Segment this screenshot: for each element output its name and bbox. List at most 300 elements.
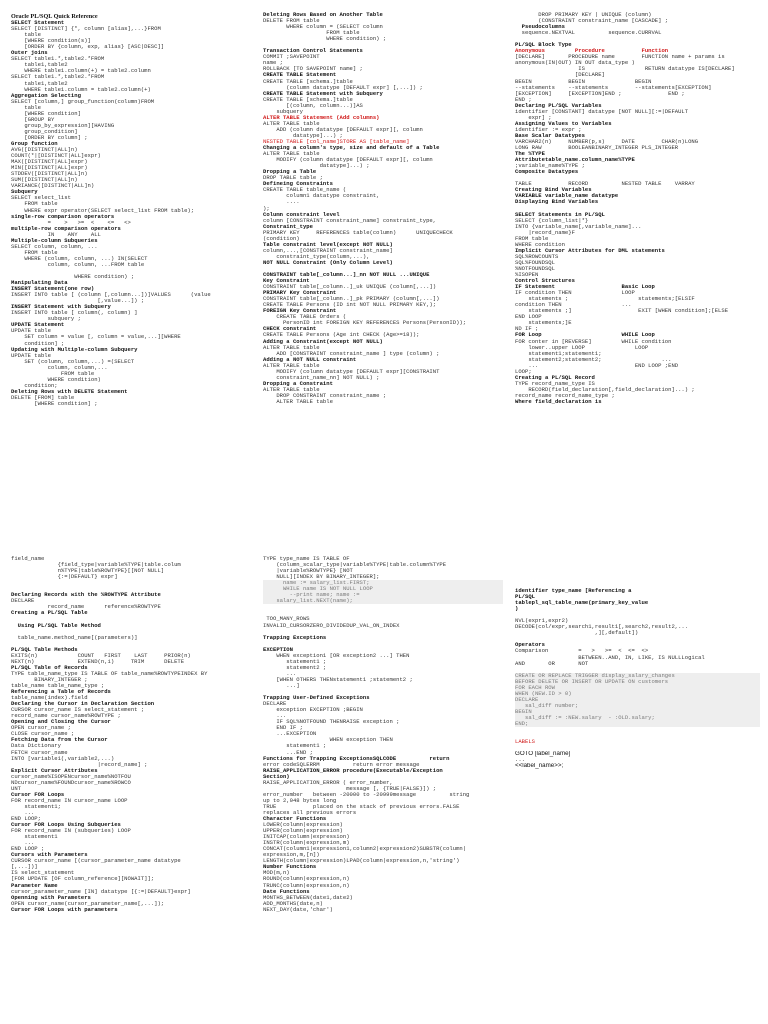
reference-line: condition THEN ...	[515, 302, 632, 309]
reference-line: PL/SQL Table of Records	[11, 664, 88, 671]
reference-line: Assigning Values to Variables	[515, 120, 612, 127]
reference-line: IN ANY ALL	[11, 231, 101, 238]
reference-line: single-row comparison operators	[11, 213, 115, 220]
reference-line: Displaying Bind Variables	[515, 199, 599, 206]
reference-line: Constraint_type	[263, 223, 313, 230]
reference-line: The %TYPE	[515, 151, 545, 158]
reference-line: SET (column, column,...) =(SELECT	[11, 358, 135, 365]
reference-line: table1,table2	[11, 80, 68, 87]
reference-line: SELECT {column_list|*}	[515, 217, 589, 224]
reference-line: VARIABLE variable_name datatype	[515, 193, 619, 200]
reference-line: Dropping a Constraint	[263, 380, 333, 387]
reference-line: Cursor FOR Loops with parameters	[11, 906, 118, 913]
reference-line: Where field_declaration is	[515, 399, 602, 405]
reference-line: SQL%ROWCOUNTS	[515, 253, 559, 260]
reference-line: message [, {TRUE|FALSE}]) ;	[263, 785, 437, 792]
reference-line: FROM table	[263, 30, 360, 37]
reference-line: PRIMARY Key Constraint	[263, 290, 337, 297]
reference-line: Group function	[11, 140, 58, 147]
reference-line: TYPE type_name IS TABLE OF	[263, 556, 350, 562]
reference-line: Character Functions	[263, 816, 327, 823]
reference-line: FROM table	[11, 249, 58, 256]
reference-line: Creating a PL/SQL Table	[11, 610, 88, 617]
reference-line: %NOTFOUNDSQL	[515, 265, 555, 272]
reference-line: ...	[263, 713, 287, 720]
reference-line: Operators	[515, 642, 545, 649]
reference-line: FROM table	[11, 201, 58, 208]
reference-line: NEXT(n) EXTEND(n,i) TRIM DELETE	[11, 658, 185, 665]
reference-line: constraint_type(column,...),	[263, 253, 370, 260]
reference-line: UPDATE Statement	[11, 322, 65, 329]
reference-line: Cursor FOR Loops	[11, 791, 65, 798]
reference-line: INTO {variable_name[,variable_name]...	[515, 223, 642, 230]
reference-line: Key Constraint	[263, 278, 310, 285]
reference-line: IF condition THEN LOOP	[515, 290, 635, 297]
reference-line: SELECT [column,] group_function(column)FROM	[11, 98, 155, 105]
reference-line: column [CONSTRAINT constraint_name] constraint_type,	[263, 217, 437, 224]
reference-line: (CONSTRAINT constraint_name [CASCADE] ;	[515, 18, 669, 25]
reference-line: Changing a column's type, size and default of a Table	[263, 145, 440, 152]
reference-line: DROP TABLE table ;	[263, 175, 323, 182]
reference-line: constraint_name_nn] NOT NULL) ;	[263, 374, 380, 381]
reference-line: Implicit Cursor Attributes for DML statements	[515, 247, 665, 254]
reference-line: replaces all previous errors	[263, 809, 357, 816]
reference-line: [DECLARE]	[515, 72, 605, 79]
reference-line: ALTER TABLE table	[263, 399, 333, 405]
reference-line: [WHERE condition(s)]	[11, 38, 91, 45]
reference-line: column, column, ...FROM table	[11, 261, 145, 268]
reference-line: expr] ;	[515, 114, 552, 121]
column-bottom-right	[515, 588, 760, 769]
reference-line: DECLARE	[263, 701, 287, 708]
reference-line: table1,table2	[11, 62, 68, 69]
reference-line: ROLLBACK [TO SAVEPOINT name] ;	[263, 66, 363, 73]
reference-line: CURSOR cursor_name [(cursor_parameter_name datatype	[11, 858, 181, 865]
reference-line: (column datatype [DEFAULT expr] [,...]) ;	[263, 84, 423, 91]
reference-line: record_name record_name_type ;	[515, 392, 615, 399]
reference-line: END ;	[515, 96, 532, 103]
reference-line: = > >= < <= <>	[11, 219, 131, 226]
reference-line: FOR record_name IN (subqueries) LOOP	[11, 828, 131, 835]
reference-line: WHERE expr operator(SELECT select_list FROM table);	[11, 207, 195, 214]
reference-line: MONTHS_BETWEEN(date1,date2)	[263, 894, 353, 901]
reference-line: Cursors with Parameters	[11, 852, 88, 859]
reference-line: OPEN cursor_name ;	[11, 725, 71, 732]
reference-line: name ;	[263, 60, 283, 67]
reference-line: (column_scalar_type|variable%TYPE|table.column%TYPE	[263, 562, 447, 569]
reference-line: CREATE TABLE Statement with Subquery	[263, 90, 383, 97]
reference-line: record_name reference%ROWTYPE	[11, 604, 161, 611]
reference-line: WHERE condition) ;	[263, 36, 387, 43]
reference-line: sal_diff := :NEW.salary - :OLD.salary;	[515, 715, 760, 721]
reference-line: SUM([DISTINCT|ALL]n)	[11, 177, 78, 184]
reference-line: statement1;	[11, 803, 61, 810]
reference-line: CREATE TABLE [schema.]table	[263, 78, 353, 85]
column-top-middle	[263, 12, 503, 405]
reference-line: AND OR NOT	[515, 660, 589, 667]
reference-line: Deleting Rows Based on Another Table	[263, 12, 383, 18]
reference-line: LABELS	[515, 739, 535, 746]
reference-line: TRUE placed on the stack of previous errors.FALSE	[263, 803, 460, 810]
reference-line: CHECK constraint	[263, 326, 317, 333]
reference-line: FETCH cursor_name	[11, 749, 68, 756]
reference-line: ALTER TABLE table	[263, 151, 320, 158]
reference-line: salary_list.NEXT(name);	[263, 598, 503, 604]
reference-line: identifier [CONSTANT] datatype [NOT NULL][:=|DEFAULT	[515, 108, 689, 115]
reference-line: SQL%FOUNDSQL	[515, 259, 555, 266]
reference-line: column,...,[CONSTRAINT constraint_name]	[263, 247, 393, 254]
reference-line: [,...])]	[11, 864, 38, 871]
reference-line: [DECLARE] PROCEDURE name FUNCTION name + params is	[515, 54, 725, 61]
reference-line: END LOOP ;	[11, 846, 45, 853]
reference-line: exception EXCEPTION ;BEGIN	[263, 707, 363, 714]
reference-line: identifier := expr ;	[515, 126, 582, 133]
reference-line: Manipulating Data	[11, 280, 68, 287]
reference-line: MODIFY (column datatype [DEFAULT expr][, column	[263, 157, 433, 164]
reference-line: name := salary_list.FIRST;	[263, 580, 503, 586]
reference-line: NDcursor_name%FOUNDcursor_name%ROWCO	[11, 779, 131, 786]
reference-line: WHERE condition)	[11, 376, 101, 383]
reference-line: ...END ;	[263, 749, 313, 756]
reference-line: FOR record_name IN cursor_name LOOP	[11, 797, 128, 804]
reference-line: subquery	[263, 108, 303, 115]
reference-line: MAX([DISTINCT|ALL]expr)	[11, 159, 88, 166]
reference-line: DECLARE	[515, 697, 760, 703]
reference-line: [EXCEPTION] [EXCEPTION]END ; END ;	[515, 90, 685, 97]
reference-line: Trapping Exceptions	[263, 634, 327, 641]
reference-line: PersonID int FOREIGN KEY REFERENCES Persons(PersonID));	[263, 320, 467, 327]
reference-line: record_name cursor_name%ROWTYPE ;	[11, 713, 121, 720]
reference-line: Declaring PL/SQL Variables	[515, 102, 602, 109]
reference-line: [(column, column...)]AS	[263, 102, 363, 109]
reference-line: NEXT_DAY(date,'char')	[263, 906, 333, 913]
reference-line: WHEN exception1 [OR exception2 ...] THEN	[263, 652, 410, 659]
reference-line: Outer joins	[11, 50, 48, 57]
reference-line: );	[263, 205, 270, 212]
reference-line: column, column,...	[11, 364, 108, 371]
reference-line: ALTER TABLE table	[263, 386, 320, 393]
reference-line: table	[11, 104, 41, 111]
reference-line: WHERE column = (SELECT column	[263, 24, 383, 31]
reference-line: SET column = value [, column = value,...][WHERE	[11, 334, 181, 341]
reference-line: INSERT Statement with Subquery	[11, 304, 111, 311]
reference-line: BETWEEN..AND, IN, LIKE, IS NULLLogical	[515, 654, 705, 661]
reference-line: END LOOP;	[11, 816, 41, 823]
reference-line: TYPE record_name_type IS	[515, 380, 595, 387]
reference-line: Data Dictionary	[11, 743, 61, 750]
reference-line: FOR Loop WHILE Loop	[515, 332, 655, 339]
reference-line: Declaring the Cursor in Declaration Section	[11, 701, 155, 708]
reference-line: Functions for Trapping ExceptionsSQLCODE return	[263, 755, 450, 762]
reference-line: ...]	[263, 682, 300, 689]
reference-line: [WHEN OTHERS THENstatement1 ;statement2 ;	[263, 676, 413, 683]
reference-line: STDDEV([DISTINCT|ALL]n)	[11, 171, 88, 178]
reference-line: END;	[515, 721, 760, 727]
reference-line: WHERE table1.column(+) = table2.column	[11, 68, 151, 75]
reference-line: Composite Datatypes	[515, 169, 579, 176]
reference-line: ....	[263, 199, 300, 206]
reference-line: multiple-row comparison operators	[11, 225, 121, 232]
reference-line: ALTER TABLE table	[263, 362, 320, 369]
reference-line: WHEN exception THEN	[263, 737, 393, 744]
column-top-left	[11, 14, 249, 407]
reference-line: DELETE FROM table	[263, 18, 320, 25]
reference-line: Defineing Constraints	[263, 181, 333, 188]
reference-line: column1 datatype constraint,	[263, 193, 380, 200]
reference-line: BEGIN BEGIN BEGIN	[515, 78, 652, 85]
reference-line: DROP PRIMARY KEY | UNIQUE (column)	[515, 12, 652, 18]
reference-line: BEFORE DELETE OR INSERT OR UPDATE ON customers	[515, 679, 760, 685]
reference-line: |record_name] ;	[11, 761, 148, 768]
reference-line: Base Scalar Datatypes	[515, 132, 585, 139]
reference-line: RECORD(field_declaration[,field_declaration]...) ;	[515, 386, 695, 393]
reference-line: Fetching Data from the Cursor	[11, 737, 108, 744]
reference-line: Adding a Constraint(except NOT NULL)	[263, 338, 383, 345]
reference-line: --print name; name :=	[263, 592, 503, 598]
reference-line: INSERT INTO table [ column(, column) ]	[11, 310, 138, 317]
reference-line: error_number between -20000 to -20999message string	[263, 791, 470, 798]
reference-line: RAISE_APPLICATION_ERROR procedure(Executable/Exception	[263, 767, 443, 774]
reference-line: Trapping User-Defined Exceptions	[263, 695, 370, 702]
reference-line: TABLE RECORD NESTED TABLE VARRAY	[515, 181, 695, 188]
reference-line: INVALID_CURSORZERO_DIVIDEDUP_VAL_ON_INDEX	[263, 622, 400, 629]
reference-line: ROUND(column|expression,n)	[263, 876, 350, 883]
reference-line: Creating Bind Variables	[515, 187, 592, 194]
reference-line: WHEN (NEW.ID > 0)	[515, 691, 760, 697]
reference-line: IS RETURN datatype IS[DECLARE]	[515, 66, 735, 73]
reference-line: table	[11, 32, 41, 39]
reference-line: (condition)	[263, 235, 300, 242]
reference-line: WHERE (column, column, ...) IN(SELECT	[11, 255, 148, 262]
reference-line: WHERE condition) ;	[11, 274, 135, 281]
reference-line: {field_type|variable%TYPE|table.colum	[11, 562, 181, 569]
reference-line: %ISOPEN	[515, 272, 539, 279]
reference-line: Using PL/SQL Table Method	[11, 622, 101, 629]
reference-line: Transaction Control Statements	[263, 48, 363, 55]
reference-line: CREATE TABLE Orders (	[263, 314, 347, 321]
column-bottom-left	[11, 556, 249, 913]
reference-line: CREATE TABLE Persons (ID int NOT NULL PRIMARY KEY,);	[263, 302, 437, 309]
reference-line: SELECT column, column, ...	[11, 243, 98, 250]
reference-line: |record_name}F	[515, 229, 575, 236]
reference-line: statement2;statement2; ...	[515, 356, 672, 363]
reference-line: EXCEPTION	[263, 646, 293, 653]
reference-line: CREATE TABLE table_name (	[263, 187, 347, 194]
reference-line: NULL][INDEX BY BINARY_INTEGER];	[263, 574, 380, 581]
reference-line: [WHERE condition] ;	[11, 401, 98, 407]
reference-line: ALTER TABLE table	[263, 120, 320, 127]
reference-line: IS select_statement	[11, 870, 75, 877]
reference-line: statement1	[11, 834, 58, 841]
reference-line: Parameter Name	[11, 882, 58, 889]
reference-line: lower..upper LOOP LOOP	[515, 344, 649, 351]
reference-line: INSTR(column|expression,m)	[263, 840, 350, 847]
reference-line: cursor_parameter_name [IN] datatype [{:=|DEFAULT}expr]	[11, 888, 191, 895]
reference-line: Comparison = > >= < <= <>	[515, 648, 649, 655]
reference-line: <<label_name>>;	[515, 763, 564, 770]
reference-line: RAISE_APPLICATION_ERROR ( error_number,	[263, 779, 393, 786]
reference-line: CREATE TABLE Statement	[263, 72, 337, 79]
reference-line: NOT NULL Constraint (Only Column Level)	[263, 259, 393, 266]
reference-line: DELETE [FROM] table	[11, 394, 75, 401]
reference-line: UPDATE table	[11, 328, 51, 335]
reference-line: statements ; statements;[ELSIF	[515, 296, 695, 303]
reference-line: Referencing a Table of Records	[11, 689, 111, 696]
reference-line: INTO [variable1(,variable2,...)	[11, 755, 115, 762]
reference-line: PL/SQL Block Type	[515, 42, 572, 49]
reference-line: ALTER TABLE table	[263, 344, 320, 351]
reference-line: FROM table	[515, 235, 549, 242]
reference-line: datatype]...) ;	[263, 163, 370, 170]
column-top-right	[515, 12, 760, 405]
reference-line: DECODE(col/expr,search1,result1[,search2,result2,...	[515, 624, 689, 631]
reference-line: BEGIN	[515, 709, 760, 715]
reference-line: Column constraint level	[263, 211, 340, 218]
reference-line: NVL(expr1,expr2)	[515, 618, 569, 625]
reference-line: Pseudocolumns	[515, 24, 565, 31]
reference-line: Openning with Parameters	[11, 894, 91, 901]
reference-line: DECLARE	[11, 598, 35, 605]
reference-line: MIN([DISTINCT|ALL]expr)	[11, 165, 88, 172]
reference-line: ... END LOOP ;END	[515, 362, 679, 369]
reference-line: group_by_expression][HAVING	[11, 122, 115, 129]
reference-line: statements;]E	[515, 320, 572, 327]
reference-line: Updating with Multiple-column Subquery	[11, 346, 138, 353]
reference-line: CONSTRAINT table[_column..]_pk PRIMARY (column[,...])	[263, 296, 440, 303]
reference-line: IF SQL%NOTFOUND THENRAISE exception ;	[263, 719, 400, 726]
reference-line: statement1 ;	[263, 658, 327, 665]
reference-line: VARIANCE([DISTINCT|ALL]n)	[11, 183, 95, 190]
reference-line: EXITS(n) COUNT FIRST LAST PRIOR(n)	[11, 652, 191, 659]
reference-line: expression,m,[n])	[263, 852, 320, 859]
reference-line: ALTER TABLE Statement (Add columns)	[263, 114, 380, 121]
reference-line: Section)	[263, 773, 290, 780]
reference-line: BINARY_INTEGER ;	[11, 676, 88, 683]
reference-line: group_condition]	[11, 128, 78, 135]
reference-line: table_name table_name_type ;	[11, 682, 105, 689]
reference-line: END LOOP	[515, 314, 542, 321]
reference-line: Declaring Records with the %ROWTYPE Attribute	[11, 592, 161, 599]
reference-line: Dropping a Table	[263, 169, 317, 176]
reference-line: |variable%ROWTYPE} [NOT	[263, 568, 353, 575]
reference-line: condition;	[11, 382, 58, 389]
reference-line: Cursor FOR Loops Using Subqueries	[11, 822, 121, 829]
reference-line: [ORDER BY column] ;	[11, 134, 88, 141]
reference-line: WHILE name IS NOT NULL LOOP	[263, 586, 503, 592]
reference-line: PL/SQL	[515, 594, 535, 601]
reference-line: TYPE table_name_type IS TABLE OF table_name%ROWTYPEINDEX BY	[11, 670, 208, 677]
reference-line: Aggregation Selecting	[11, 92, 81, 99]
reference-line: ADD_MONTHS(date,n)	[263, 900, 323, 907]
reference-line: statements ;] EXIT [WHEN condition];[ELSE	[515, 308, 729, 315]
reference-line: MODIFY (column datatype [DEFAULT expr][CONSTRAINT	[263, 368, 440, 375]
reference-line: ADD (column datatype [DEFAULT expr][, column	[263, 126, 423, 133]
reference-line: Deleting Rows with DELETE Statement	[11, 388, 128, 395]
reference-line: SELECT table1.*,table2.*FROM	[11, 56, 105, 63]
reference-line: Number Functions	[263, 864, 317, 871]
reference-line: identifier type_name [Referencing a	[515, 588, 632, 594]
reference-line: COMMIT ;SAVEPOINT	[263, 54, 320, 61]
reference-line: CREATE TABLE Persons (Age int CHECK (Age>=18));	[263, 332, 420, 339]
reference-line: table_name.method_name[(parameters)]	[11, 634, 138, 641]
reference-line: [ORDER BY {column, exp, alias} [ASC|DESC]]	[11, 44, 165, 51]
reference-line: datatype]...) ;	[263, 132, 343, 139]
reference-line: Attributetable_name.column_name%TYPE	[515, 157, 635, 164]
reference-line: Opening and Closing the Cursor	[11, 719, 111, 726]
reference-line: table_name(index).field	[11, 695, 88, 702]
reference-line: UNT	[11, 785, 21, 792]
reference-line: [,value...]) ;	[11, 298, 145, 305]
reference-line: up to 2,048 bytes long	[263, 797, 337, 804]
reference-line: subquery ;	[11, 316, 81, 323]
reference-line: sequence.NEXTVAL sequence.CURRVAL	[515, 30, 662, 37]
reference-line: error codeSQLERRM return error message	[263, 761, 420, 768]
reference-line: [GROUP BY	[11, 116, 55, 123]
reference-line: CONSTRAINT table[_column..]_uk UNIQUE (column[,...])	[263, 284, 437, 291]
reference-line: MOD(m,n)	[263, 870, 290, 877]
reference-line: SELECT Statement	[11, 20, 65, 27]
reference-line: TOO_MANY_ROWS	[263, 616, 310, 623]
reference-line: FOREIGN Key Constraint	[263, 308, 337, 315]
reference-line: AVG([DISTINCT|ALL]n)	[11, 147, 78, 154]
reference-line: ...	[515, 757, 525, 764]
reference-line: anonymous(IN|OUT) IN OUT data_type )	[515, 60, 635, 67]
reference-line: sal_diff number;	[515, 703, 760, 709]
reference-line: [FOR UPDATE [OF column_reference][NOWAIT]];	[11, 876, 155, 883]
reference-line: Subquery	[11, 189, 38, 196]
reference-line: COUNT(*|[DISTINCT|ALL]expr)	[11, 153, 101, 160]
reference-line: GOTO [label_name]	[515, 751, 571, 758]
reference-line: ...EXCEPTION	[263, 731, 317, 738]
reference-line: [WHERE condition]	[11, 110, 81, 117]
reference-line: WHERE table1.column = table2.column(+)	[11, 86, 151, 93]
reference-line: INSERT Statement(one row)	[11, 286, 95, 293]
reference-line: END IF ;	[263, 725, 303, 732]
reference-line: TRUNC(column|expression,n)	[263, 882, 350, 889]
reference-line: Date Functions	[263, 888, 310, 895]
reference-line: WHERE condition	[515, 241, 565, 248]
reference-line: SELECT [DISTINCT] {*, column [alias],...}FROM	[11, 26, 161, 33]
reference-line: ...	[11, 840, 35, 847]
reference-line: {:=|DEFAULT} expr]	[11, 574, 118, 581]
column-bottom-middle	[263, 556, 503, 913]
reference-line: ,][,default])	[515, 630, 639, 637]
reference-line: CREATE OR REPLACE TRIGGER display_salary_changes	[515, 673, 760, 679]
reference-line: field_name	[11, 556, 45, 562]
reference-line: --statements --statements --statements[EXCEPTION]	[515, 84, 712, 91]
reference-line: INSERT INTO table [ (column [,column...])]VALUES (value	[11, 292, 211, 299]
reference-line: ADD [CONSTRAINT constraint_name ] type (column) ;	[263, 350, 440, 357]
reference-line: ...	[263, 670, 297, 677]
reference-line: statement2 ;	[263, 664, 327, 671]
reference-line: PRIMARY KEY REFERENCES table(column) UNIQUECHECK	[263, 229, 453, 236]
reference-line: statement1;statement1;	[515, 350, 602, 357]
reference-line: LONG RAW BOOLEANBINARY_INTEGER PLS_INTEGER	[515, 145, 679, 152]
reference-line: cursor_name%ISOPENcursor_name%NOTFOU	[11, 773, 131, 780]
reference-line: statement1 ;	[263, 743, 327, 750]
reference-line: SELECT table1.*,table2.*FROM	[11, 74, 105, 81]
reference-line: FOR EACH ROW	[515, 685, 760, 691]
reference-line: LENGTH(column|expression)LPAD(column|expression,n,'string')	[263, 858, 460, 865]
reference-line: CONSTRAINT table[_column...]_nn NOT NULL ...UNIQUE	[263, 272, 430, 279]
reference-line: SELECT Statements in PL/SQL	[515, 211, 605, 218]
reference-line: condition] ;	[11, 340, 65, 347]
reference-line: CURSOR cursor_name IS select_statement ;	[11, 707, 145, 714]
reference-line: CLOSE cursor_name ;	[11, 731, 75, 738]
reference-line: tablepl_sql_table_name(primary_key_value	[515, 600, 649, 607]
reference-line: LOWER(column|expression)	[263, 822, 343, 829]
reference-line: CREATE TABLE [schema.]table	[263, 96, 353, 103]
